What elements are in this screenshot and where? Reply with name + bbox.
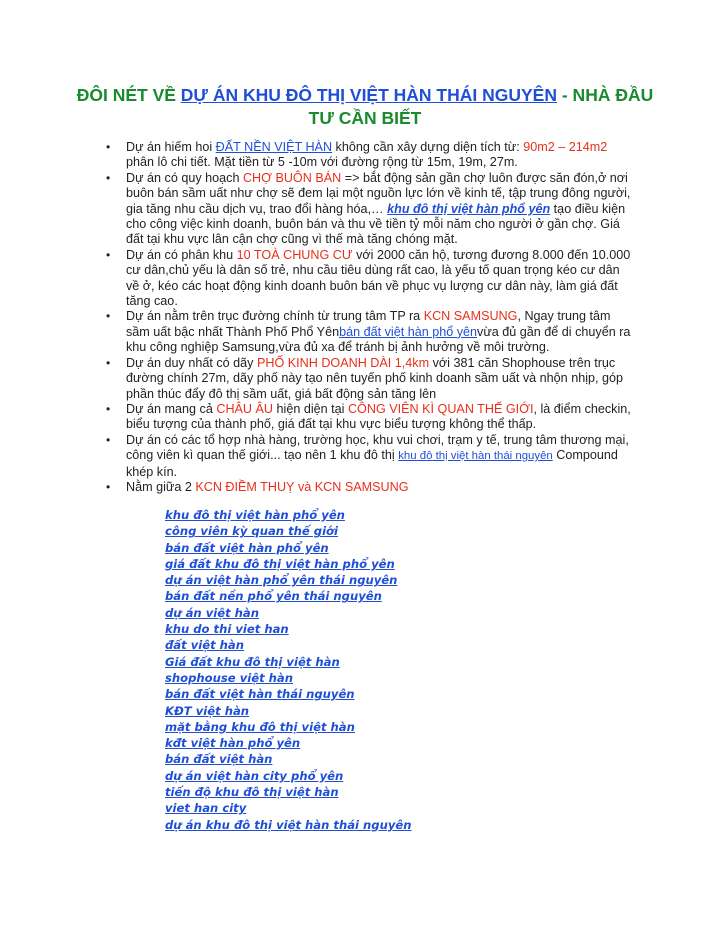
list-item <box>106 309 634 355</box>
keyword-link[interactable]: công viên kỳ quan thế giới <box>165 524 338 539</box>
list-item <box>165 605 412 621</box>
bullet-text: Dự án duy nhất có dãy <box>126 355 257 370</box>
highlight-text: CHỢ BUÔN BÁN <box>242 170 342 185</box>
bullet-text: Dự án nằm trên trục đường chính từ trung tâm TP ra <box>126 309 424 324</box>
list-item <box>165 817 412 833</box>
highlight-text: CHÂU ÂU <box>216 401 274 416</box>
bullet-text: không cần xây dựng diện tích từ: <box>332 140 524 154</box>
keyword-link[interactable]: viet han city <box>165 801 247 816</box>
list-item <box>165 751 412 767</box>
inline-link[interactable]: khu đô thị việt hàn thái nguyên <box>398 450 553 463</box>
keyword-link[interactable]: giá đất khu đô thị việt hàn phổ yên <box>165 556 395 571</box>
list-item <box>165 637 412 653</box>
keyword-link[interactable]: khu do thi viet han <box>165 622 289 637</box>
list-item <box>165 768 412 784</box>
keyword-link[interactable]: kđt việt hàn phổ yên <box>165 736 301 751</box>
inline-link[interactable]: khu đô thị việt hàn phổ yên <box>387 201 551 216</box>
list-item <box>165 654 412 670</box>
list-item <box>165 588 412 604</box>
list-item <box>165 735 412 751</box>
list-item <box>106 171 634 248</box>
list-item <box>106 140 634 171</box>
bullet-text: hiện diện tại <box>273 401 348 416</box>
bullet-text: Nằm giữa 2 <box>126 479 196 494</box>
list-item <box>106 402 634 433</box>
list-item <box>165 556 412 572</box>
inline-link[interactable]: bán đất việt hàn phổ yên <box>339 324 478 339</box>
keyword-link[interactable]: bán đất việt hàn thái nguyên <box>165 687 355 702</box>
highlight-text: 90m2 – 214m2 <box>523 140 608 154</box>
highlight-text: 10 TOÀ CHUNG CƯ <box>236 247 353 262</box>
keyword-link[interactable]: mặt bằng khu đô thị việt hàn <box>165 719 355 734</box>
list-item <box>106 480 634 495</box>
bullet-text: vừa đủ gần để di chuyển ra khu công nghiệp Samsung,vừa đủ xa để tránh bị ảnh hưởng về môi trường. <box>126 324 631 355</box>
keyword-link[interactable]: dự án việt hàn <box>165 605 260 620</box>
bullet-text: Dự án có các tổ hợp nhà hàng, trường học, khu vui chơi, trạm y tế, trung tâm thương mại, công viên kì quan thế giới... tạo nên 1 khu đô thị <box>126 432 629 463</box>
bullet-text: => bắt động sản gần chợ luôn được săn đón,ở nơi buôn bán sầm uất như chợ sẽ đem lại một nguồn lực lớn về kinh tế, tập trung đông người, gia tăng nhu cầu dịch vụ, trao đổi hàng hóa,… <box>126 170 631 216</box>
bullet-text: , Ngay trung tâm sầm uất bậc nhất Thành Phố Phổ Yên <box>126 309 611 339</box>
title-suffix: - NHÀ ĐẦU TƯ CẦN BIẾT <box>308 85 654 128</box>
keyword-link[interactable]: dự án việt hàn phổ yên thái nguyên <box>165 573 398 588</box>
keyword-link[interactable]: đất việt hàn <box>165 638 245 653</box>
bullet-text: tạo điều kiện cho công việc kinh doanh, buôn bán và thu về tiền tỷ mỗi năm cho người ở gần chợ. Giá đất tại khu vực lân cận chợ cũng vì thế mà tăng chóng mặt. <box>126 201 626 247</box>
keyword-link[interactable]: Giá đất khu đô thị việt hàn <box>165 654 340 669</box>
page-title <box>70 84 660 130</box>
highlight-text: KCN ĐIỀM THUỴ và KCN SAMSUNG <box>195 479 409 494</box>
feature-list <box>106 140 634 495</box>
bullet-text: Dự án có phân khu <box>126 247 237 262</box>
bullet-text: phân lô chi tiết. Mặt tiền từ 5 -10m với đường rộng từ 15m, 19m, 27m. <box>126 155 518 170</box>
bullet-text: Compound khép kín. <box>126 448 618 479</box>
title-prefix: ĐÔI NÉT VỀ <box>76 85 181 105</box>
bullet-text: với 381 căn Shophouse trên trục đường chính 27m, dãy phố này tạo nên tuyến phố kinh doanh sầm uất và nhộn nhịp, góp phần thúc đẩy đô thị sầm uất, giá bất động sản tăng lên <box>126 355 624 401</box>
list-item <box>106 356 634 402</box>
keyword-link[interactable]: shophouse việt hàn <box>165 670 293 685</box>
keyword-link[interactable]: khu đô thị việt hàn phổ yên <box>165 508 345 522</box>
keyword-link[interactable]: bán đất nền phổ yên thái nguyên <box>165 589 382 604</box>
list-item <box>165 686 412 702</box>
list-item <box>165 523 412 539</box>
list-item <box>165 719 412 735</box>
bullet-text: Dự án có quy hoạch <box>126 170 243 185</box>
keyword-link[interactable]: tiến độ khu đô thị việt hàn <box>165 785 339 800</box>
bullet-text: với 2000 căn hộ, tương đương 8.000 đến 10.000 cư dân,chủ yếu là dân số trẻ, nhu cầu tiêu dùng rất cao, là yếu tố quan trọng kéo cư dân về ở, kéo các hoạt động kinh doanh buôn bán về phục vụ lượng cư dân này, làm giá đất tăng cao. <box>126 247 631 309</box>
highlight-text: PHỐ KINH DOANH DÀI 1,4km <box>256 355 430 370</box>
keyword-link[interactable]: KĐT việt hàn <box>165 703 250 718</box>
keyword-link[interactable]: bán đất việt hàn phổ yên <box>165 540 329 555</box>
list-item <box>165 703 412 719</box>
bullet-text: , là điểm checkin, biểu tượng của thành phố, giá đất tại khu vực biểu tượng không thể thấp. <box>126 401 631 432</box>
list-item <box>165 572 412 588</box>
title-link[interactable]: DỰ ÁN KHU ĐÔ THỊ VIỆT HÀN THÁI NGUYÊN <box>180 85 557 105</box>
inline-link[interactable]: ĐẤT NỀN VIỆT HÀN <box>215 140 333 154</box>
list-item <box>165 670 412 686</box>
keyword-link-list <box>165 507 412 833</box>
list-item <box>106 248 634 310</box>
list-item <box>165 507 412 523</box>
keyword-link[interactable]: dự án khu đô thị việt hàn thái nguyên <box>165 817 412 832</box>
bullet-text: Dự án hiếm hoi <box>126 140 216 154</box>
list-item <box>165 621 412 637</box>
list-item <box>165 540 412 556</box>
list-item <box>165 784 412 800</box>
list-item <box>106 433 634 480</box>
highlight-text: CÔNG VIÊN KÌ QUAN THẾ GIỚI <box>347 401 534 416</box>
list-item <box>165 800 412 816</box>
highlight-text: KCN SAMSUNG <box>423 309 518 324</box>
keyword-link[interactable]: bán đất việt hàn <box>165 752 273 767</box>
keyword-link[interactable]: dự án việt hàn city phổ yên <box>165 768 344 783</box>
bullet-text: Dự án mang cả <box>126 401 217 416</box>
